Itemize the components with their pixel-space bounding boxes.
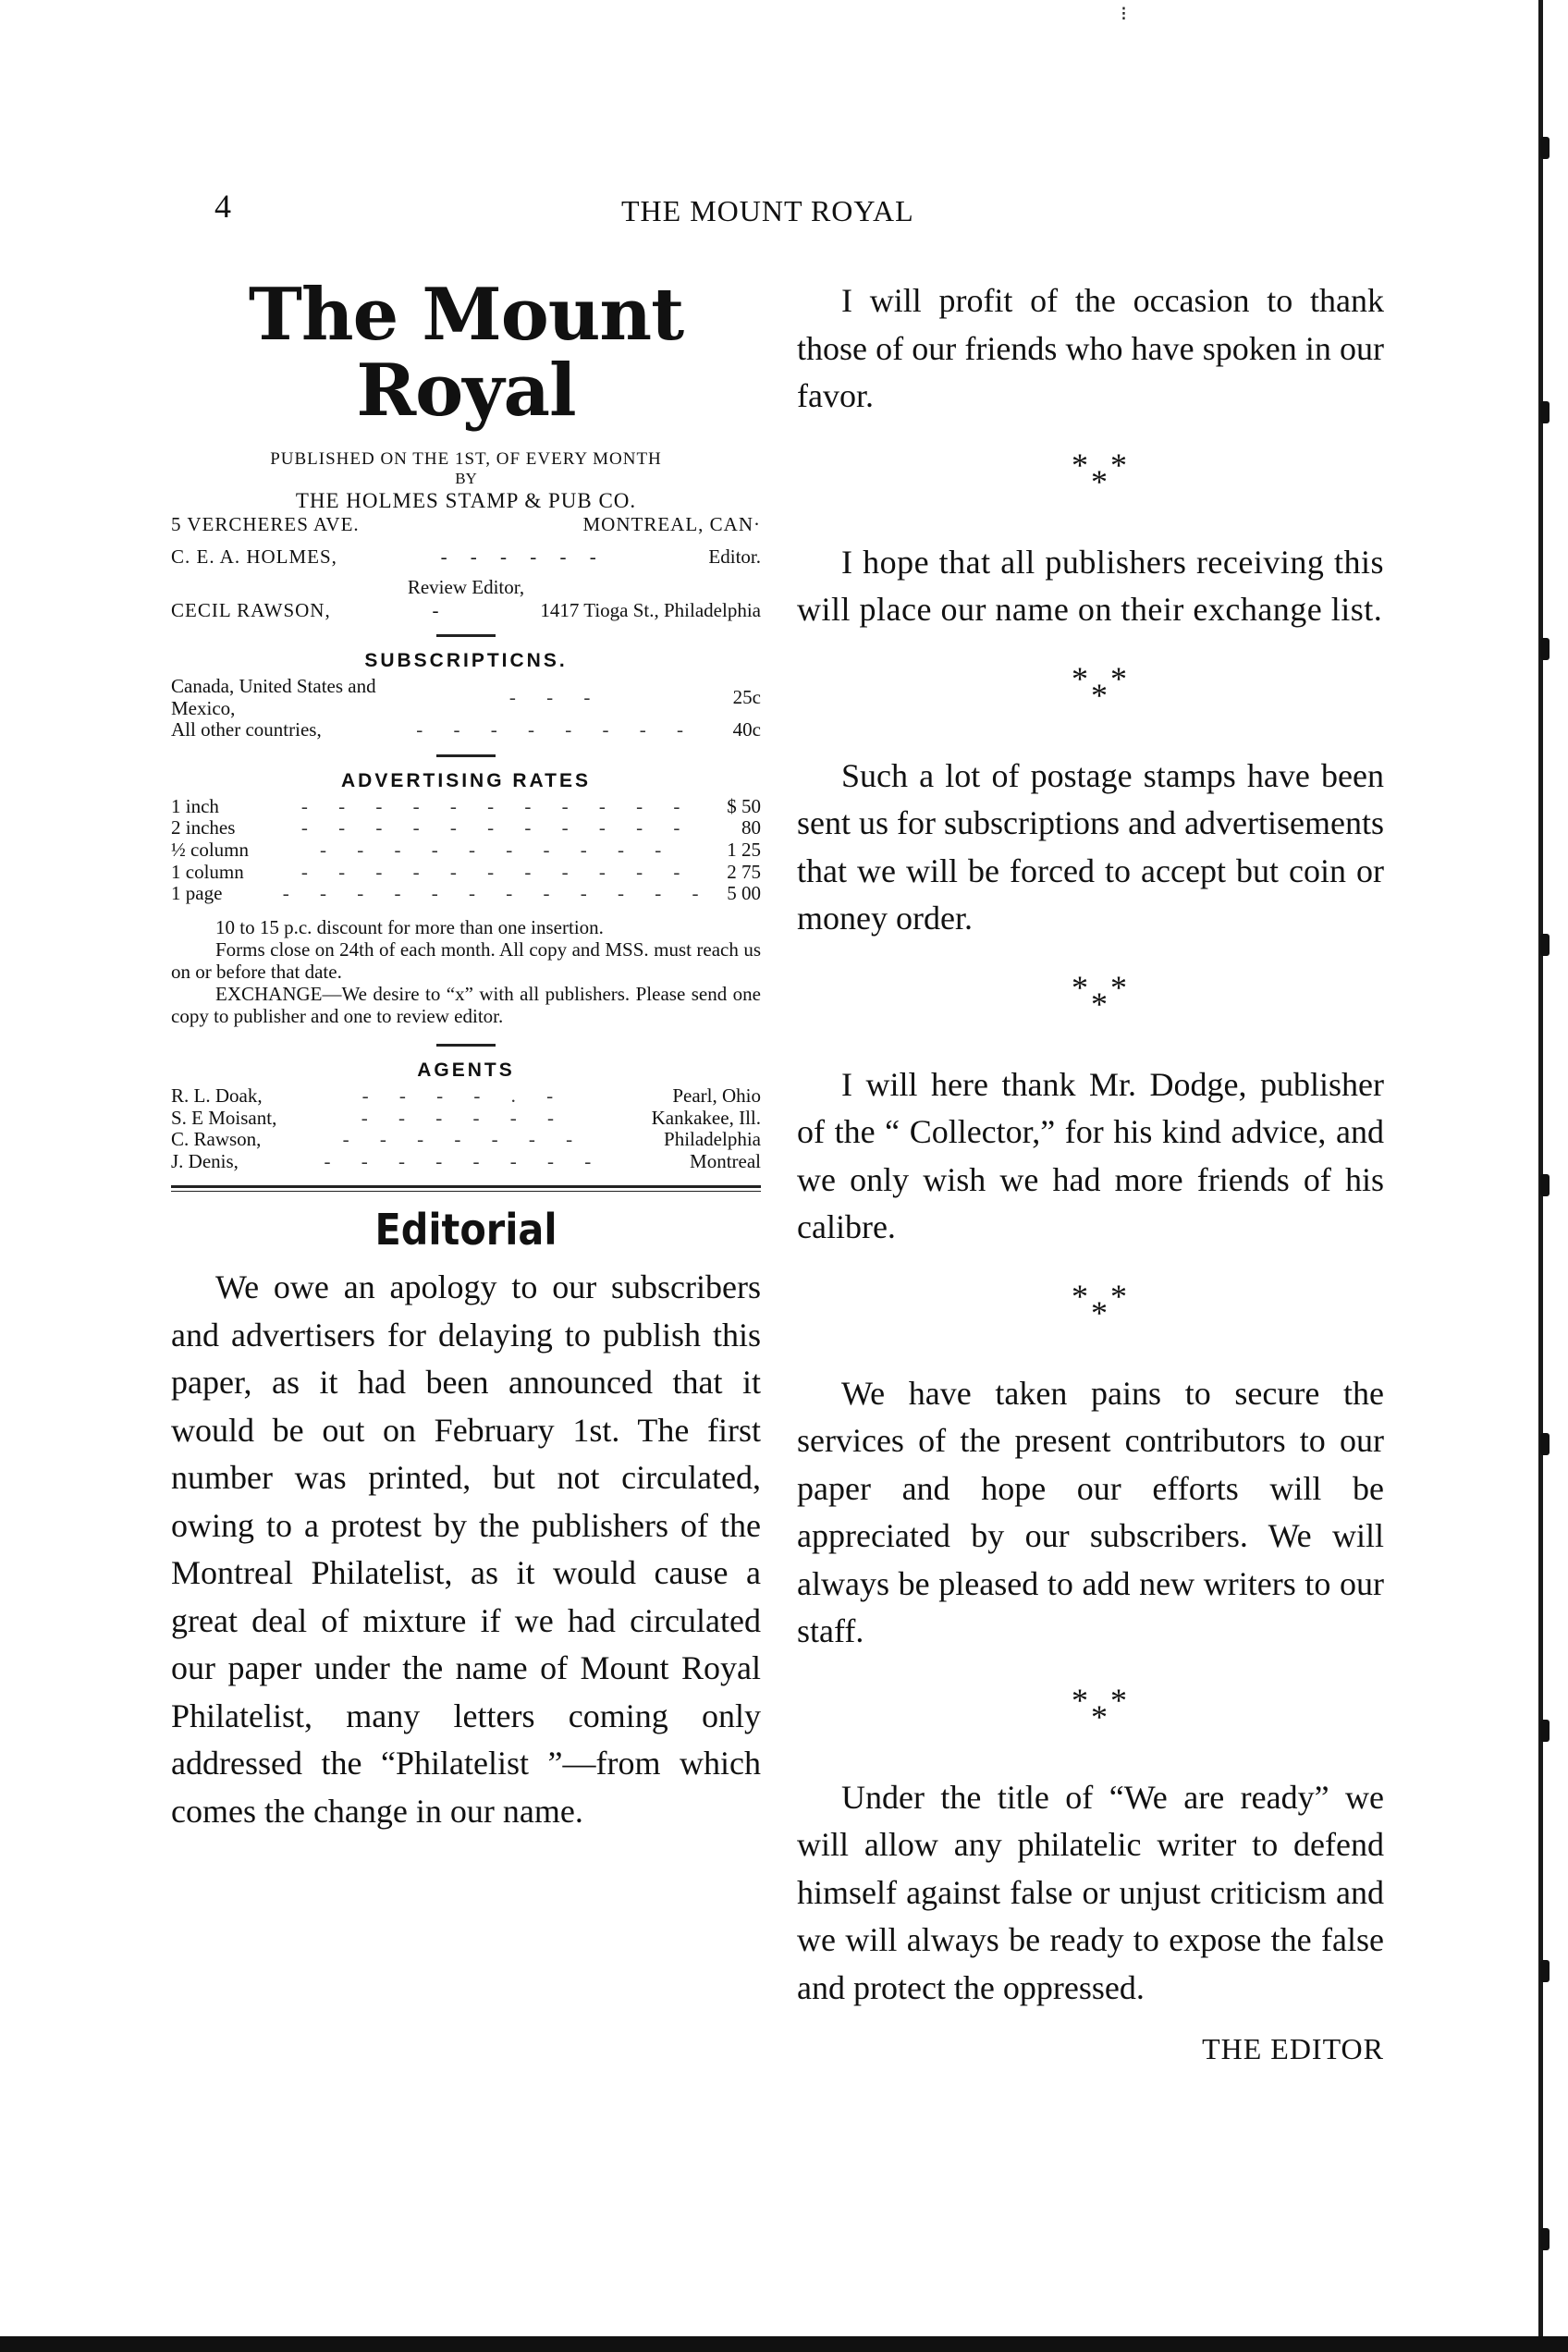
asterism-star: * xyxy=(1091,985,1108,1023)
leader-dots: - - - - - - - - - - xyxy=(320,839,675,861)
asterism xyxy=(797,1278,1384,1333)
table-row xyxy=(171,796,761,818)
publisher-address xyxy=(171,513,761,536)
scan-edge-mark xyxy=(1540,1960,1550,1982)
advertising-table xyxy=(171,796,761,905)
rate-label: 2 inches xyxy=(171,816,236,839)
agent-place: Montreal xyxy=(690,1149,761,1172)
paragraph: I will here thank Mr. Dodge, publisher of the “ Collector,” for his kind advice, and we only wish we had more friends of his calibre. xyxy=(797,1065,1384,1245)
editor-leader: - - - - - - xyxy=(440,545,606,569)
review-editor-name: CECIL RAWSON, xyxy=(171,598,331,621)
address-city: MONTREAL, CAN· xyxy=(582,513,761,536)
paragraph: We have taken pains to secure the services of the present contributors to our paper and hope our efforts will be appreciated by our subscribers. We will always be pleased to add new writers to our staff. xyxy=(797,1374,1384,1649)
double-rule xyxy=(171,1185,761,1192)
leader-dots: - - - - - - - - - - - - xyxy=(282,883,712,905)
asterism-star: * xyxy=(1091,1293,1108,1331)
publisher-name: THE HOLMES STAMP & PUB CO. xyxy=(295,489,637,513)
agent-name: S. E Moisant, xyxy=(171,1106,277,1129)
asterism-star: * xyxy=(1072,968,1088,1006)
leader-dots: - - - - - - - - xyxy=(324,1150,605,1172)
asterism-star: * xyxy=(1072,659,1088,697)
exchange-label: EXCHANGE xyxy=(215,982,323,1005)
exchange-text: —We desire to “x” with all publishers. Please send one copy to publisher and one to review editor. xyxy=(171,982,761,1028)
table-row xyxy=(171,817,761,839)
paragraph: I will profit of the occasion to thank those of our friends who have spoken in our favor. xyxy=(797,282,1384,414)
scan-right-edge xyxy=(1538,0,1543,2336)
running-title: THE MOUNT ROYAL xyxy=(621,194,914,227)
asterism-star: * xyxy=(1072,446,1088,484)
subscription-label: Canada, United States and Mexico, xyxy=(171,675,376,719)
by-line: BY xyxy=(455,470,477,488)
rate-label: ½ column xyxy=(171,839,249,861)
rate-label: 1 page xyxy=(171,882,223,905)
asterism xyxy=(797,1682,1384,1737)
asterism xyxy=(797,660,1384,716)
discount-note: 10 to 15 p.c. discount for more than one insertion. xyxy=(215,915,604,938)
agent-place: Kankakee, Ill. xyxy=(651,1106,761,1129)
section-rule xyxy=(436,1044,496,1047)
table-row xyxy=(171,676,761,719)
agent-place: Pearl, Ohio xyxy=(672,1084,761,1108)
subscription-price: 25c xyxy=(732,686,761,709)
agent-place: Philadelphia xyxy=(664,1128,761,1151)
publication-schedule: PUBLISHED ON THE 1ST, OF EVERY MONTH xyxy=(270,448,662,469)
table-row xyxy=(171,883,761,905)
subscription-price: 40c xyxy=(732,718,761,741)
masthead-title: The Mount Royal xyxy=(248,273,684,433)
agent-name: J. Denis, xyxy=(171,1149,239,1172)
scan-edge-mark xyxy=(1540,1433,1550,1455)
agent-name: R. L. Doak, xyxy=(171,1084,263,1108)
scan-edge-mark xyxy=(1540,137,1550,159)
rate-price: 1 25 xyxy=(727,839,761,861)
subscriptions-heading: SUBSCRIPTICNS. xyxy=(364,650,568,672)
leader-dots: - - - - - - - - - - - xyxy=(300,817,693,839)
scan-edge-mark xyxy=(1540,638,1550,660)
asterism-star: * xyxy=(1072,1277,1088,1315)
editor-line xyxy=(171,545,761,569)
exchange-note xyxy=(171,983,761,1027)
review-editor-leader: - xyxy=(432,598,439,621)
agents-table xyxy=(171,1085,761,1172)
scan-speck: ⁝ xyxy=(1121,2,1127,25)
leader-dots: - - - - . - xyxy=(361,1085,567,1108)
table-row xyxy=(171,839,761,862)
scan-edge-mark xyxy=(1540,1720,1550,1742)
paragraph: Under the title of “We are ready” we will allow any philatelic writer to defend himself against false or unjust criticism and we will always be ready to expose the false and protect the oppressed. xyxy=(797,1778,1384,2006)
rate-label: 1 column xyxy=(171,860,244,883)
signature: THE EDITOR xyxy=(1202,2032,1384,2065)
table-row xyxy=(171,1151,761,1173)
right-column xyxy=(797,277,1384,2066)
scan-edge-mark xyxy=(1540,1174,1550,1196)
asterism-star: * xyxy=(1091,462,1108,500)
table-row xyxy=(171,1085,761,1108)
subscription-label: All other countries, xyxy=(171,718,322,741)
editorial-text: We owe an apology to our subscribers and advertisers for delaying to publish this paper, as it had been announced that it would be out on February 1st. The first number was printed, but not circulated, owing to a protest by the publishers of the Montreal Philatelist, as it would cause a great deal of mixture if we had circulated our paper under the name of Mount Royal Philatelist, many letters coming only addressed the “Philatelist ”—from which comes the change in our name. xyxy=(171,1268,761,1830)
table-row xyxy=(171,1108,761,1130)
leader-dots: - - - - - - - - - - - xyxy=(300,795,693,817)
review-editor-label: Review Editor, xyxy=(407,575,525,598)
paragraph: I hope that all publishers receiving this will place our name on their exchange list. xyxy=(797,543,1384,628)
asterism-star: * xyxy=(1110,968,1127,1006)
leader-dots: - - - - - - - - xyxy=(416,719,696,741)
asterism-star: * xyxy=(1072,1681,1088,1719)
rate-price: 2 75 xyxy=(727,860,761,883)
asterism-star: * xyxy=(1091,1697,1108,1735)
left-column xyxy=(171,273,761,1835)
asterism-star: * xyxy=(1091,676,1108,714)
forms-note: Forms close on 24th of each month. All copy and MSS. must reach us on or before that date. xyxy=(171,937,761,983)
asterism-star: * xyxy=(1110,659,1127,697)
leader-dots: - - - - - - - - - - - xyxy=(300,861,693,883)
table-row xyxy=(171,719,761,741)
asterism xyxy=(797,447,1384,502)
agent-name: C. Rawson, xyxy=(171,1128,262,1151)
leader-dots: - - - - - - xyxy=(361,1107,567,1129)
scan-edge-mark xyxy=(1540,934,1550,956)
editor-role: Editor. xyxy=(708,545,761,569)
leader-dots: - - - xyxy=(508,686,604,709)
rate-price: 80 xyxy=(741,816,761,839)
rate-price: $ 50 xyxy=(727,794,761,817)
advertising-heading: ADVERTISING RATES xyxy=(341,769,591,791)
editor-name: C. E. A. HOLMES, xyxy=(171,545,337,569)
editorial-heading: Editorial xyxy=(374,1205,557,1256)
scan-edge-mark xyxy=(1540,401,1550,423)
agents-heading: AGENTS xyxy=(417,1060,515,1082)
table-row xyxy=(171,1129,761,1151)
rate-label: 1 inch xyxy=(171,794,219,817)
table-row xyxy=(171,862,761,884)
subscriptions-table xyxy=(171,676,761,741)
rate-price: 5 00 xyxy=(727,882,761,905)
leader-dots: - - - - - - - xyxy=(342,1129,586,1151)
review-editor-line xyxy=(171,599,761,622)
scan-edge-mark xyxy=(1540,2228,1550,2250)
paragraph: Such a lot of postage stamps have been sent us for subscriptions and advertisements that we will be forced to accept but coin or money order. xyxy=(797,756,1384,937)
review-editor-address: 1417 Tioga St., Philadelphia xyxy=(540,598,761,621)
address-street: 5 VERCHERES AVE. xyxy=(171,513,360,536)
scan-bottom-edge xyxy=(0,2336,1568,2352)
section-rule xyxy=(436,634,496,637)
asterism-star: * xyxy=(1110,1277,1127,1315)
page-number: 4 xyxy=(214,188,231,225)
asterism xyxy=(797,969,1384,1024)
section-rule xyxy=(436,754,496,757)
asterism-star: * xyxy=(1110,1681,1127,1719)
asterism-star: * xyxy=(1110,446,1127,484)
